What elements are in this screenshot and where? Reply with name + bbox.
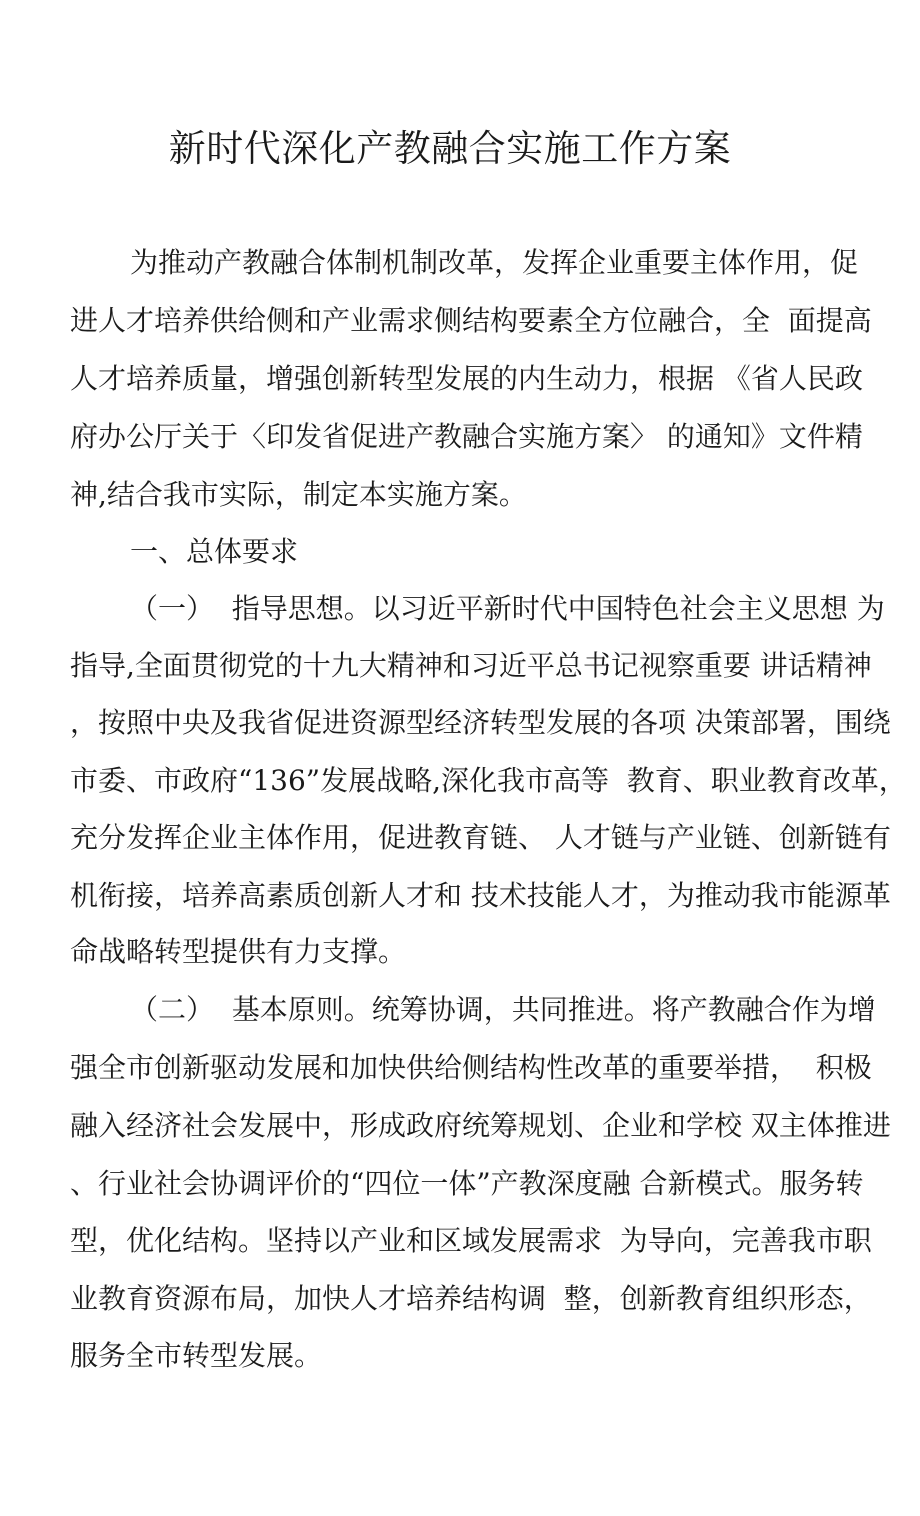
paragraph-line: 融入经济社会发展中，形成政府统筹规划、企业和学校 双主体推进 bbox=[70, 1109, 891, 1142]
paragraph-line: ，按照中央及我省促进资源型经济转型发展的各项 决策部署，围绕 bbox=[70, 706, 891, 739]
paragraph-line: 业教育资源布局，加快人才培养结构调 整，创新教育组织形态， bbox=[70, 1282, 872, 1315]
paragraph-line: 命战略转型提供有力支撑。 bbox=[70, 935, 407, 968]
section-heading: 一、总体要求 bbox=[130, 535, 299, 568]
paragraph-line: 服务全市转型发展。 bbox=[70, 1339, 323, 1372]
paragraph-line: 充分发挥企业主体作用，促进教育链、 人才链与产业链、创新链有 bbox=[70, 821, 891, 854]
document-title: 新时代深化产教融合实施工作方案 bbox=[168, 127, 732, 170]
paragraph-line: （一） 指导思想。以习近平新时代中国特色社会主义思想 为 bbox=[130, 592, 885, 625]
paragraph-line: 为推动产教融合体制机制改革，发挥企业重要主体作用，促 bbox=[130, 246, 859, 279]
paragraph-line: 指导,全面贯彻党的十九大精神和习近平总书记视察重要 讲话精神 bbox=[70, 649, 872, 682]
paragraph-line: 、行业社会协调评价的“四位一体”产教深度融 合新模式。服务转 bbox=[70, 1167, 864, 1200]
paragraph-line: 人才培养质量，增强创新转型发展的内生动力，根据 《省人民政 bbox=[70, 362, 863, 395]
paragraph-line: （二） 基本原则。统筹协调，共同推进。将产教融合作为增 bbox=[130, 993, 876, 1026]
paragraph-line: 府办公厅关于〈印发省促进产教融合实施方案〉 的通知》文件精 bbox=[70, 420, 863, 453]
paragraph-line: 型，优化结构。坚持以产业和区域发展需求 为导向，完善我市职 bbox=[70, 1224, 872, 1257]
paragraph-line: 强全市创新驱动发展和加快供给侧结构性改革的重要举措， 积极 bbox=[70, 1051, 872, 1084]
paragraph-line: 进人才培养供给侧和产业需求侧结构要素全方位融合，全 面提高 bbox=[70, 304, 872, 337]
paragraph-line: 机衔接，培养高素质创新人才和 技术技能人才，为推动我市能源革 bbox=[70, 879, 891, 912]
paragraph-line: 神,结合我市实际，制定本实施方案。 bbox=[70, 478, 527, 511]
paragraph-line: 市委、市政府“136”发展战略,深化我市高等 教育、职业教育改革， bbox=[70, 764, 907, 797]
